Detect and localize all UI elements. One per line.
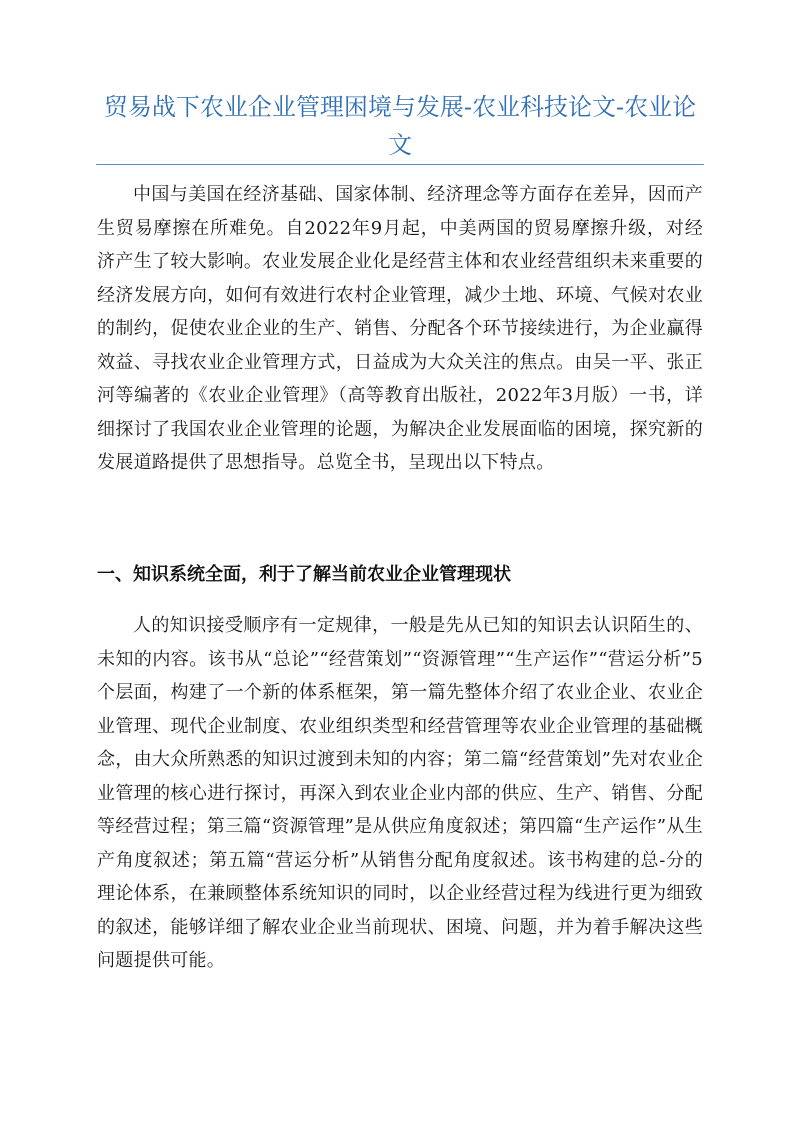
section-paragraph: 人的知识接受顺序有一定规律，一般是先从已知的知识去认识陌生的、未知的内容。该书从“总论”“经营策划”“资源管理”“生产运作”“营运分析”5个层面，构建了一个新的体系框架，第一篇先整体介绍了农业企业、农业企业管理、现代企业制度、农业组织类型和经营管理等农业企业管理的基础概念，由大众所熟悉的知识过渡到未知的内容；第二篇“经营策划”先对农业企业管理的核心进行探讨，再深入到农业企业内部的供应、生产、销售、分配等经营过程；第三篇“资源管理”是从供应角度叙述；第四篇“生产运作”从生产角度叙述；第五篇“营运分析”从销售分配角度叙述。该书构建的总-分的理论体系，在兼顾整体系统知识的同时，以企业经营过程为线进行更为细致的叙述，能够详细了解农业企业当前现状、困境、问题，并为着手解决这些问题提供可能。 [97, 615, 703, 971]
title-underline-divider [96, 164, 704, 165]
section-heading: 一、知识系统全面，利于了解当前农业企业管理现状 [97, 564, 511, 585]
document-title: 贸易战下农业企业管理困境与发展-农业科技论文-农业论文 [103, 93, 697, 159]
intro-paragraph: 中国与美国在经济基础、国家体制、经济理念等方面存在差异，因而产生贸易摩擦在所难免。自2022年9月起，中美两国的贸易摩擦升级，对经济产生了较大影响。农业发展企业化是经营主体和农业经营组织未来重要的经济发展方向，如何有效进行农村企业管理，减少土地、环境、气候对农业的制约，促使农业企业的生产、销售、分配各个环节接续进行，为企业赢得效益、寻找农业企业管理方式，日益成为大众关注的焦点。由吴一平、张正河等编著的《农业企业管理》（高等教育出版社，2022年3月版）一书，详细探讨了我国农业企业管理的论题，为解决企业发展面临的困境，探究新的发展道路提供了思想指导。总览全书，呈现出以下特点。 [97, 184, 703, 473]
